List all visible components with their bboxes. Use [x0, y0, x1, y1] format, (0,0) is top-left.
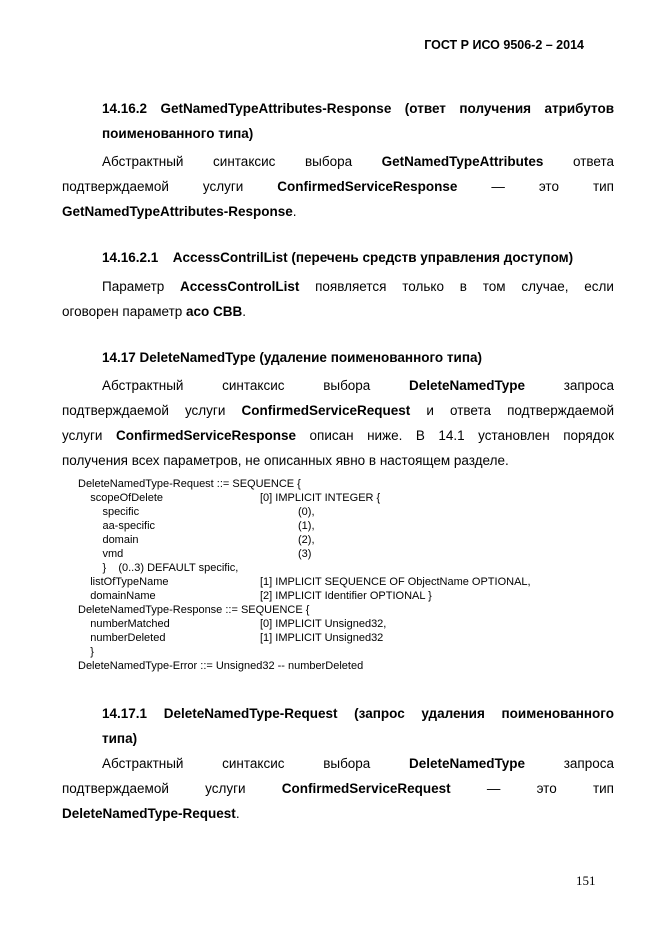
paragraph-line: подтверждаемой услуги ConfirmedServiceResponse — это тип [62, 179, 614, 194]
code-line: DeleteNamedType-Request ::= SEQUENCE { [78, 478, 301, 490]
code-line: domain (2), [78, 534, 315, 546]
section-heading-14-16-2-1: 14.16.2.1 AccessContrilList (перечень средств управления доступом) [102, 250, 574, 265]
code-line: specific (0), [78, 506, 315, 518]
code-line: DeleteNamedType-Response ::= SEQUENCE { [78, 604, 310, 616]
section-heading-14-17-1: 14.17.1 DeleteNamedType-Request (запрос удаления поименованного [102, 706, 614, 721]
code-line: vmd (3) [78, 548, 312, 560]
paragraph-line: Абстрактный синтаксис выбора DeleteNamedType запроса [102, 756, 614, 771]
paragraph-line: GetNamedTypeAttributes-Response. [62, 204, 297, 219]
paragraph-line: Абстрактный синтаксис выбора DeleteNamedType запроса [102, 378, 614, 393]
code-line: scopeOfDelete [0] IMPLICIT INTEGER { [78, 492, 381, 504]
document-header: ГОСТ Р ИСО 9506-2 – 2014 [424, 38, 584, 52]
code-line: domainName [2] IMPLICIT Identifier OPTIONAL } [78, 590, 432, 602]
code-line: } [78, 646, 94, 658]
code-line: aa-specific (1), [78, 520, 315, 532]
code-line: numberDeleted [1] IMPLICIT Unsigned32 [78, 632, 384, 644]
code-line: DeleteNamedType-Error ::= Unsigned32 -- numberDeleted [78, 660, 364, 672]
paragraph-line: Параметр AccessControlList появляется только в том случае, если [102, 279, 614, 294]
paragraph-line: оговорен параметр aco CBB. [62, 304, 247, 319]
paragraph-line: получения всех параметров, не описанных явно в настоящем разделе. [62, 453, 509, 468]
code-line: listOfTypeName [1] IMPLICIT SEQUENCE OF ObjectName OPTIONAL, [78, 576, 531, 588]
code-line: numberMatched [0] IMPLICIT Unsigned32, [78, 618, 387, 630]
section-heading-14-17-1-cont: типа) [102, 731, 138, 746]
paragraph-line: подтверждаемой услуги ConfirmedServiceRequest и ответа подтверждаемой [62, 403, 614, 418]
asn1-code-block [78, 477, 531, 673]
page-number: 151 [576, 873, 596, 888]
paragraph-line: Абстрактный синтаксис выбора GetNamedTypeAttributes ответа [102, 154, 614, 169]
section-heading-14-16-2: 14.16.2 GetNamedTypeAttributes-Response (ответ получения атрибутов [102, 101, 614, 116]
paragraph-line: подтверждаемой услуги ConfirmedServiceRequest — это тип [62, 781, 614, 796]
section-heading-14-17: 14.17 DeleteNamedType (удаление поименованного типа) [102, 350, 482, 365]
paragraph-line: DeleteNamedType-Request. [62, 806, 240, 821]
code-line: } (0..3) DEFAULT specific, [78, 562, 239, 574]
section-heading-14-16-2-cont: поименованного типа) [102, 126, 254, 141]
paragraph-line: услуги ConfirmedServiceResponse описан ниже. В 14.1 установлен порядок [62, 428, 614, 443]
